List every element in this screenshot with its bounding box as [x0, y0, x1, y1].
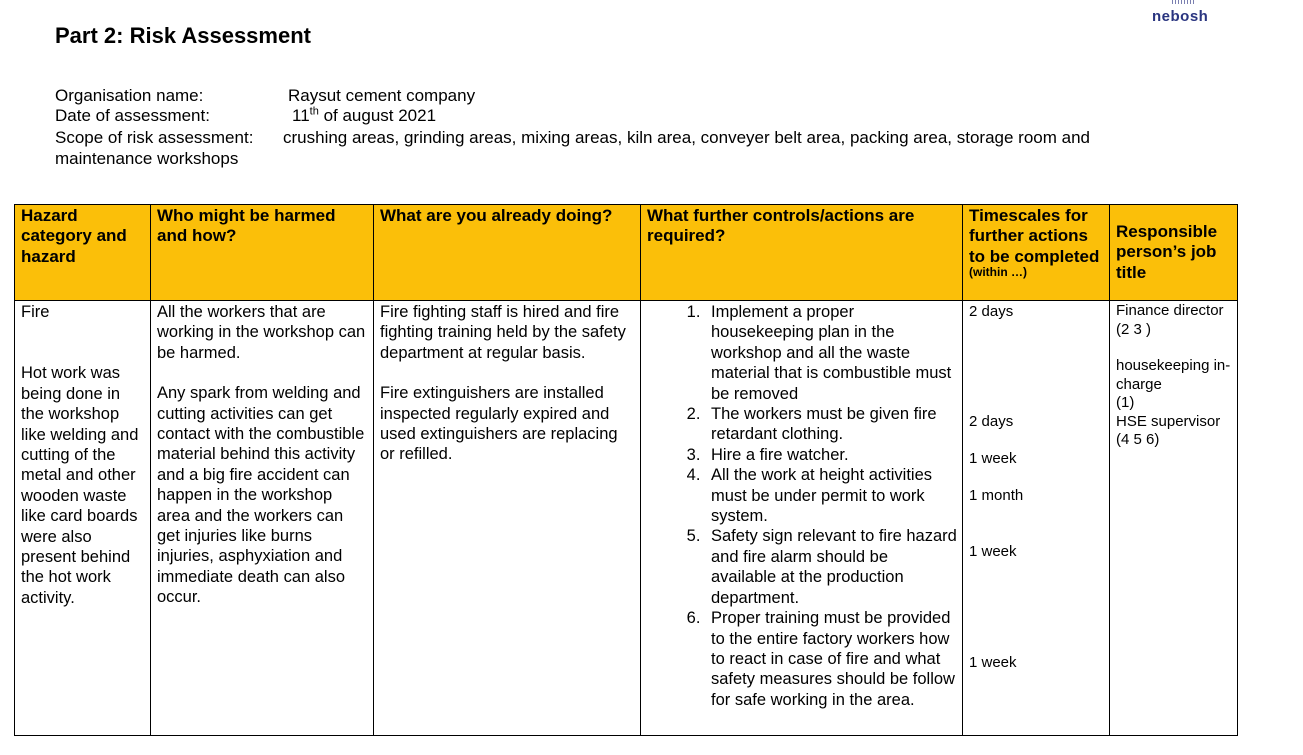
who-text-2: Any spark from welding and cutting activities can get contact with the combustible material behind this activity and a big fire accident can happen in the workshop area and the workers can get injuries like burns injuries, asphyxiation and immediate death can also occur. [157, 384, 365, 607]
logo-mark [1172, 0, 1196, 4]
date-label: Date of assessment: [55, 106, 210, 125]
responsible-2-title: housekeeping in-charge [1116, 357, 1231, 393]
date-day: 11 [292, 106, 310, 125]
cell-timescale [963, 301, 1110, 736]
doing-text-1: Fire fighting staff is hired and fire fighting training held by the safety department at regular basis. [380, 303, 626, 362]
date-rest: of august 2021 [318, 106, 437, 125]
hazard-category: Fire [21, 303, 50, 321]
cell-doing [374, 301, 641, 736]
logo-text: nebosh [1152, 8, 1209, 25]
hazard-description: Hot work was being done in the workshop like welding and cutting of the metal and other wooden waste like card boards were also present behind the hot work activity. [21, 364, 139, 607]
header-hazard: Hazard category and hazard [15, 205, 151, 301]
responsible-3-title: HSE supervisor [1116, 412, 1221, 430]
header-further: What further controls/actions are required? [641, 205, 963, 301]
header-doing: What are you already doing? [374, 205, 641, 301]
cell-hazard [15, 301, 151, 736]
list-item: 5. Safety sign relevant to fire hazard and fire alarm should be available at the production department. [705, 526, 957, 608]
nebosh-logo [1150, 0, 1220, 26]
who-text-1: All the workers that are working in the workshop can be harmed. [157, 303, 366, 362]
timescale-item: 2 days [969, 303, 1014, 320]
page-title: Part 2: Risk Assessment [55, 23, 311, 48]
doing-text-2: Fire extinguishers are installed inspected regularly expired and used extinguishers are replacing or refilled. [380, 384, 618, 464]
scope-value: crushing areas, grinding areas, mixing areas, kiln area, conveyer belt area, packing area, storage room and [283, 128, 1090, 147]
table-row [15, 301, 1238, 736]
list-item: 6. Proper training must be provided to the entire factory workers how to react in case of fire and what safety measures should be follow for safe working in the area. [705, 608, 957, 710]
date-suffix: th [309, 105, 319, 118]
risk-assessment-table [14, 204, 1238, 736]
responsible-2-items: (1) [1116, 394, 1135, 411]
header-responsible: Responsible person’s job title [1110, 205, 1238, 301]
org-label: Organisation name: [55, 86, 204, 105]
timescale-item: 1 week [969, 450, 1017, 467]
header-timescale [963, 205, 1110, 301]
list-item: 3. Hire a fire watcher. [705, 445, 957, 465]
header-timescale-text: Timescales for further actions to be completed [969, 206, 1100, 266]
scope-value-cont: maintenance workshops [55, 149, 239, 168]
timescale-item: 1 week [969, 543, 1017, 560]
header-timescale-note: (within …) [969, 265, 1027, 280]
responsible-1-items: (2 3 ) [1116, 320, 1152, 338]
org-value: Raysut cement company [288, 86, 476, 105]
list-item: 2. The workers must be given fire retardant clothing. [705, 404, 957, 445]
timescale-item: 2 days [969, 413, 1014, 430]
cell-further [641, 301, 963, 736]
timescale-item: 1 month [969, 487, 1024, 504]
scope-label: Scope of risk assessment: [55, 128, 254, 147]
cell-responsible [1110, 301, 1238, 736]
cell-who [151, 301, 374, 736]
header-who: Who might be harmed and how? [151, 205, 374, 301]
table-header-row [15, 205, 1238, 301]
controls-list [647, 302, 957, 710]
timescale-item: 1 week [969, 654, 1017, 671]
list-item: 1. Implement a proper housekeeping plan in the workshop and all the waste material that is combustible must be removed [705, 302, 957, 404]
responsible-1-title: Finance director [1116, 302, 1224, 319]
list-item: 4. All the work at height activities must be under permit to work system. [705, 465, 957, 526]
date-value [292, 106, 436, 126]
responsible-3-items: (4 5 6) [1116, 431, 1160, 448]
